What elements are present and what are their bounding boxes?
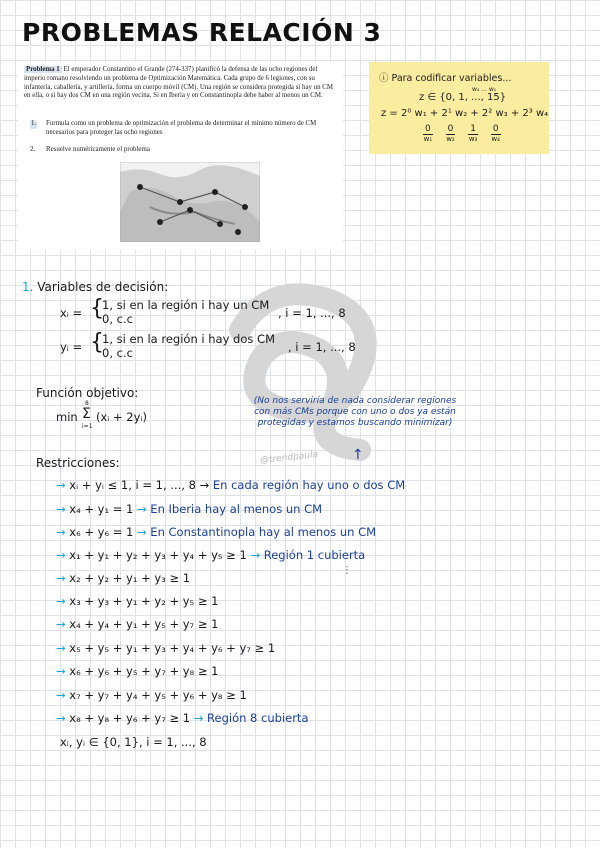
vertical-ellipsis: ⋮ [342, 565, 352, 576]
note-formula: z = 2⁰ w₁ + 2¹ w₂ + 2² w₃ + 2³ w₄ [381, 108, 549, 119]
side-comment: (No nos serviría de nada considerar regiones con más CMs porque con uno o dos ya están protegidas y estamos buscando minimizar) [253, 396, 457, 428]
note-heading: ⓘ Para codificar variables... [379, 73, 512, 84]
note-top-labels: w₄ ... w₁ [472, 86, 497, 93]
constraint-row [56, 664, 218, 678]
restrictions-heading: Restricciones: [36, 456, 120, 470]
constraint-equation: x₁ + y₁ + y₂ + y₃ + y₄ + y₅ ≥ 1 [69, 548, 247, 562]
constraint-note: En Constantinopla hay al menos un CM [150, 525, 377, 539]
arrow-right-icon: → [56, 617, 66, 631]
objective-expression [56, 402, 176, 432]
note-fraction: $\frac{1}{\text{w₃}}$ [468, 124, 478, 143]
domain-constraint: xᵢ, yᵢ ∈ {0, 1}, i = 1, ..., 8 [60, 735, 207, 749]
sum-bottom: i=1 [82, 423, 93, 430]
arrow-right-icon: → [56, 688, 66, 702]
constraint-equation: x₄ + y₁ = 1 [69, 502, 134, 516]
objective-body: (xᵢ + 2yᵢ) [96, 410, 147, 424]
constraint-equation: x₈ + y₈ + y₆ + y₇ ≥ 1 [69, 711, 191, 725]
arrow-right-icon: → [56, 502, 66, 516]
sum-top: 8 [85, 400, 89, 407]
arrow-right-icon: → [56, 594, 66, 608]
x-case-1: 1, si en la región i hay un CM [102, 298, 270, 312]
page-title: PROBLEMAS RELACIÓN 3 [22, 18, 382, 47]
arrow-right-icon: → [199, 478, 210, 492]
problem-badge: Problema 1 [26, 66, 60, 73]
arrow-right-icon: → [56, 711, 66, 725]
x-range: , i = 1, ..., 8 [278, 306, 346, 320]
problem-card [18, 62, 343, 250]
constraint-row [56, 688, 247, 702]
y-range: , i = 1, ..., 8 [288, 340, 356, 354]
problem-text: El emperador Constantino el Grande (274-337) planificó la defensa de las ocho regiones del imperio romano resolviendo un problema de Optimización Matemática. Cada grupo de 6 legiones, con su infantería, caballería, y artillería, forma un cuerpo móvil (CM). Una región se considera protegida si hay un CM en ella, o si hay dos CM en una región vecina. Si en Iberia y en Constantinopla debe haber al menos un CM. [24, 66, 334, 100]
y-case-1: 1, si en la región i hay dos CM [102, 332, 275, 346]
constraint-row [56, 478, 405, 492]
constraint-equation: xᵢ + yᵢ ≤ 1, i = 1, ..., 8 [69, 478, 196, 492]
arrow-right-icon: → [56, 571, 66, 585]
arrow-right-icon: → [56, 548, 66, 562]
constraint-row [56, 594, 218, 608]
y-case-2: 0, c.c [102, 346, 133, 360]
constraint-note: En cada región hay uno o dos CM [212, 478, 406, 492]
constraint-note: En Iberia hay al menos un CM [150, 502, 323, 516]
arrow-right-icon: → [137, 502, 147, 516]
arrow-right-icon: → [137, 525, 147, 539]
constraint-note: Región 1 cubierta [263, 548, 366, 562]
constraint-note: Región 8 cubierta [207, 711, 309, 725]
y-definition [60, 332, 370, 362]
roman-empire-map [120, 162, 260, 242]
arrow-right-icon: → [250, 548, 261, 562]
arrow-right-icon: → [56, 525, 66, 539]
constraint-equation: x₆ + y₆ = 1 [69, 525, 134, 539]
x-lhs: xᵢ = [60, 306, 83, 320]
constraint-equation: x₂ + y₂ + y₁ + y₃ ≥ 1 [69, 571, 191, 585]
note-fraction: $\frac{0}{\text{w₂}}$ [446, 124, 455, 143]
problem-item-number: 2. [30, 146, 36, 153]
constraint-row [56, 571, 190, 585]
arrow-right-icon: → [56, 664, 66, 678]
section-number: 1. [22, 280, 34, 294]
arrow-up-icon: ↑ [352, 447, 364, 463]
watermark-text: @trendpaula [259, 449, 319, 467]
note-fraction: $\frac{0}{\text{w₁}}$ [423, 124, 433, 143]
constraint-equation: x₇ + y₇ + y₄ + y₅ + y₆ + y₈ ≥ 1 [69, 688, 247, 702]
problem-statement [24, 66, 340, 101]
constraint-equation: x₄ + y₄ + y₁ + y₅ + y₇ ≥ 1 [69, 617, 219, 631]
x-definition [60, 298, 360, 328]
constraint-row [56, 641, 275, 655]
problem-item-text: Formula como un problema de optimización el problema de determinar el mínimo número de CM necesarios para proteger las ocho regiones [46, 120, 317, 136]
constraint-row [56, 502, 322, 516]
problem-item-number: 1. [31, 120, 37, 127]
section-title: Variables de decisión: [37, 280, 169, 294]
note-set-line: z ∈ {0, 1, ..., 15} [419, 92, 507, 103]
arrow-right-icon: → [193, 711, 204, 725]
arrow-right-icon: → [56, 641, 66, 655]
objective-heading: Función objetivo: [36, 386, 139, 400]
sigma-icon: Σ [82, 406, 91, 422]
brace-icon: { [90, 296, 104, 321]
objective-min: min [56, 410, 78, 424]
constraint-equation: x₆ + y₆ + y₅ + y₇ + y₈ ≥ 1 [69, 664, 219, 678]
constraint-row [56, 525, 376, 539]
note-fractions [423, 124, 511, 144]
decision-variables-heading [22, 280, 168, 294]
x-case-2: 0, c.c [102, 312, 133, 326]
problem-item-text: Resuelve numéricamente el problema [46, 146, 150, 153]
note-fraction: $\frac{0}{\text{w₄}}$ [491, 124, 500, 143]
variable-encoding-note [369, 62, 549, 154]
constraint-row [56, 617, 218, 631]
constraint-equation: x₃ + y₃ + y₁ + y₂ + y₅ ≥ 1 [69, 594, 219, 608]
y-lhs: yᵢ = [60, 340, 83, 354]
arrow-right-icon: → [56, 478, 66, 492]
brace-icon: { [90, 330, 104, 355]
constraint-row [56, 548, 365, 562]
constraint-equation: x₅ + y₅ + y₁ + y₃ + y₄ + y₆ + y₇ ≥ 1 [69, 641, 276, 655]
constraint-row [56, 711, 309, 725]
